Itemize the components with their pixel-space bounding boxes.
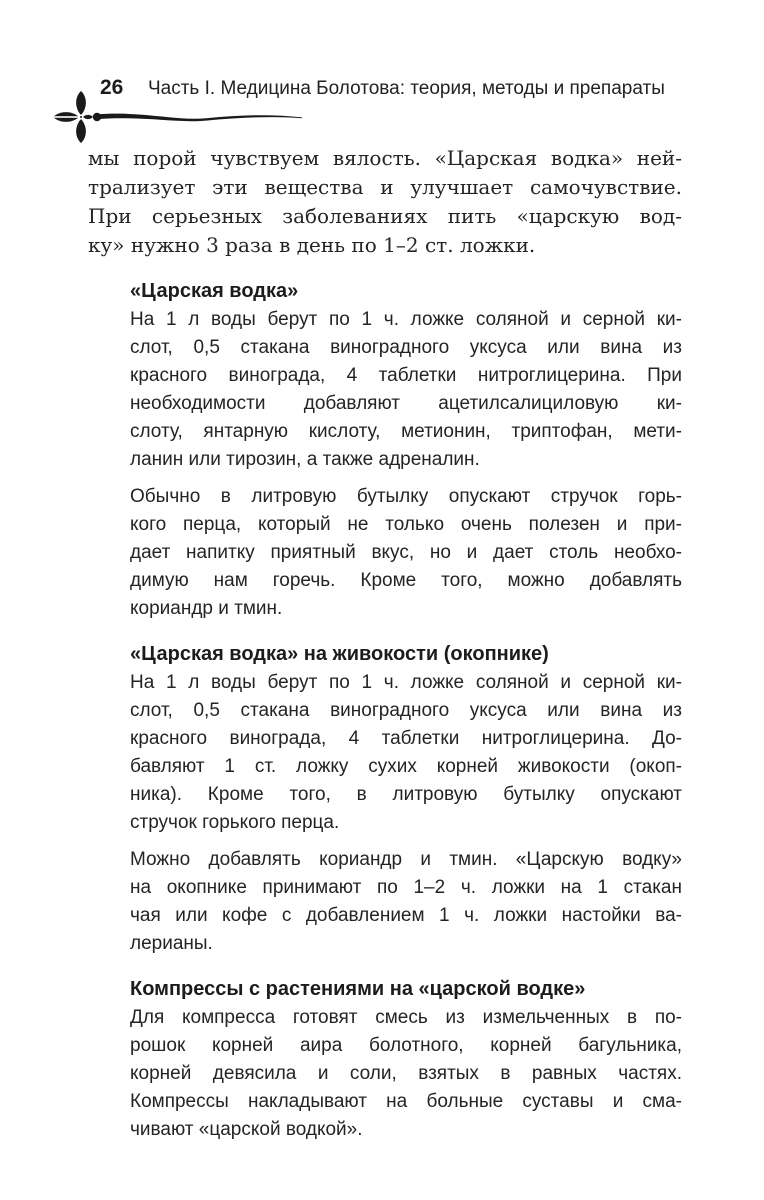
text-line: кого перца, который не только очень полезен и при- bbox=[130, 514, 682, 535]
recipe-paragraph bbox=[130, 483, 682, 623]
text-column bbox=[0, 144, 764, 1144]
text-line: мы порой чувствуем вялость. «Царская водка» ней- bbox=[88, 146, 682, 170]
text-line: необходимости добавляют ацетилсалициловую ки- bbox=[130, 393, 682, 414]
text-line: Можно добавлять кориандр и тмин. «Царскую водку» bbox=[130, 849, 682, 870]
text-line: дает напитку приятный вкус, но и дает столь необхо- bbox=[130, 542, 682, 563]
text-line: лерианы. bbox=[130, 933, 213, 954]
section-title: Компрессы с растениями на «царской водке» bbox=[130, 978, 586, 1000]
recipe-paragraph bbox=[130, 846, 682, 958]
section-title: «Царская водка» на живокости (окопнике) bbox=[130, 643, 549, 665]
text-line: на окопнике принимают по 1–2 ч. ложки на 1 стакан bbox=[130, 877, 682, 898]
text-line: слоту, янтарную кислоту, метионин, триптофан, мети- bbox=[130, 421, 682, 442]
text-line: Компрессы накладывают на больные суставы и сма- bbox=[130, 1091, 682, 1112]
text-line: слот, 0,5 стакана виноградного уксуса или вина из bbox=[130, 700, 682, 721]
text-line: чая или кофе с добавлением 1 ч. ложки настойки ва- bbox=[130, 905, 682, 926]
text-line: ку» нужно 3 раза в день по 1–2 ст. ложки. bbox=[88, 233, 536, 257]
text-line: бавляют 1 ст. ложку сухих корней живокости (окоп- bbox=[130, 756, 682, 777]
text-line: кориандр и тмин. bbox=[130, 598, 283, 619]
recipe-paragraph bbox=[130, 669, 682, 837]
text-line: При серьезных заболеваниях пить «царскую вод- bbox=[88, 204, 682, 228]
text-line: Обычно в литровую бутылку опускают стручок горь- bbox=[130, 486, 682, 507]
page-header bbox=[0, 0, 764, 145]
text-line: красного винограда, 4 таблетки нитроглицерина. До- bbox=[130, 728, 682, 749]
text-line: трализует эти вещества и улучшает самочувствие. bbox=[88, 175, 682, 199]
text-line: корней девясила и соли, взятых в равных частях. bbox=[130, 1063, 682, 1084]
section-title: «Царская водка» bbox=[130, 280, 299, 302]
flourish-divider-icon bbox=[50, 90, 312, 146]
text-line: На 1 л воды берут по 1 ч. ложке соляной и серной ки- bbox=[130, 309, 682, 330]
text-line: стручок горького перца. bbox=[130, 812, 340, 833]
page-number: 26 bbox=[100, 76, 124, 99]
text-line: чивают «царской водкой». bbox=[130, 1119, 363, 1140]
section-tsarskaya-vodka bbox=[130, 276, 682, 623]
recipe-paragraph bbox=[130, 1004, 682, 1144]
text-line: На 1 л воды берут по 1 ч. ложке соляной и серной ки- bbox=[130, 672, 682, 693]
text-line: Для компресса готовят смесь из измельченных в по- bbox=[130, 1007, 682, 1028]
text-line: ланин или тирозин, а также адреналин. bbox=[130, 449, 480, 470]
intro-paragraph bbox=[88, 144, 682, 260]
text-line: ника). Кроме того, в литровую бутылку опускают bbox=[130, 784, 682, 805]
text-line: димую нам горечь. Кроме того, можно добавлять bbox=[130, 570, 682, 591]
recipe-paragraph bbox=[130, 306, 682, 474]
running-title: Часть I. Медицина Болотова: теория, методы и препараты bbox=[148, 78, 665, 99]
text-line: красного винограда, 4 таблетки нитроглицерина. При bbox=[130, 365, 682, 386]
text-line: рошок корней аира болотного, корней багульника, bbox=[130, 1035, 682, 1056]
section-vodka-na-zhivokosti bbox=[130, 639, 682, 958]
section-kompressy bbox=[130, 974, 682, 1144]
text-line: слот, 0,5 стакана виноградного уксуса или вина из bbox=[130, 337, 682, 358]
